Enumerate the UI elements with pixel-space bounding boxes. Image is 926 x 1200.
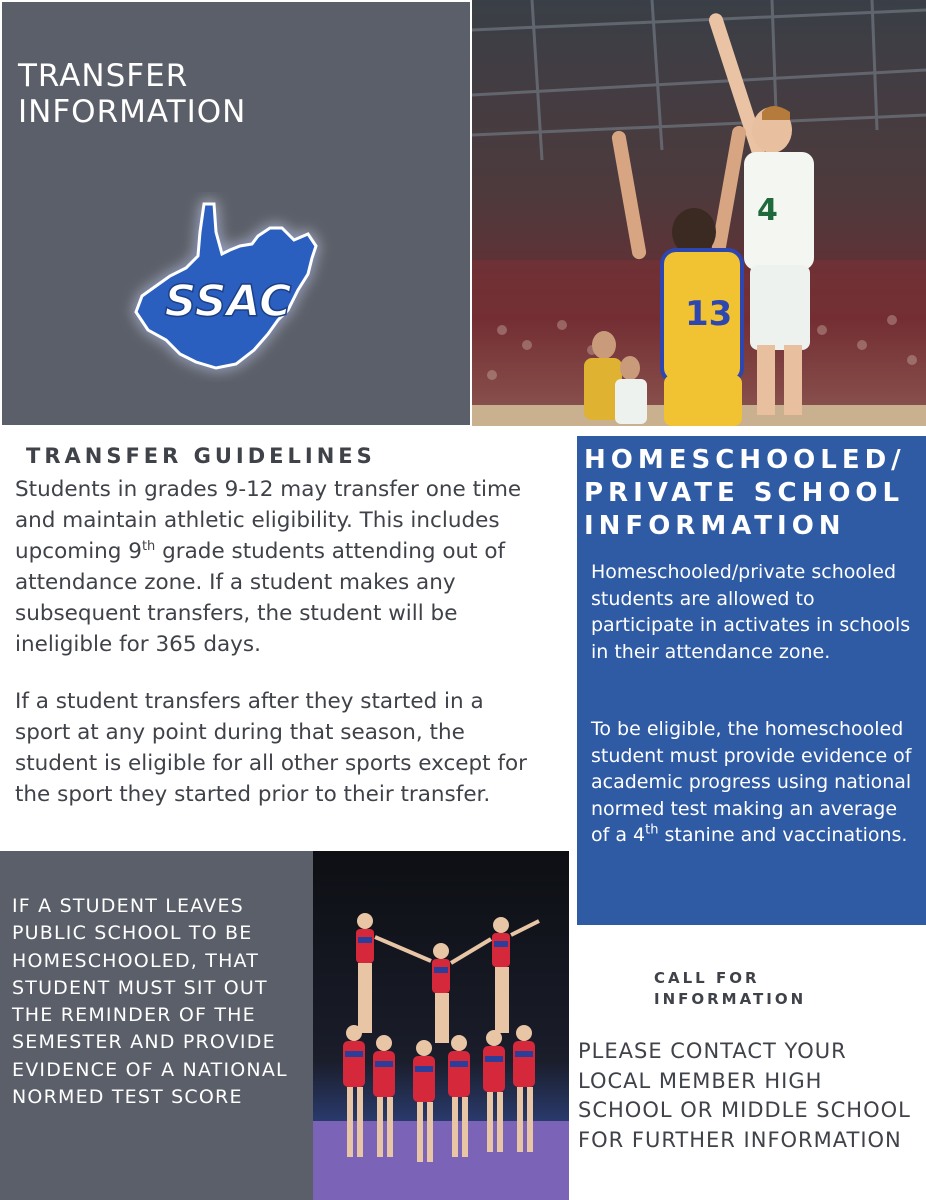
ssac-logo <box>112 192 342 382</box>
header-panel <box>2 2 470 425</box>
eligibility-text-2: stanine and vaccinations. <box>658 824 908 846</box>
transfer-rule-paragraph <box>15 474 545 660</box>
ordinal-suffix: th <box>141 538 156 554</box>
title-line-1: TRANSFER <box>18 58 189 94</box>
svg-text:4: 4 <box>757 193 778 228</box>
ordinal-suffix: th <box>645 822 659 838</box>
transfer-rule-text-1: Students in grades 9-12 may transfer one time and maintain athletic eligibility. This includes upcoming 9 <box>15 477 522 564</box>
homeschool-heading-line-1: HOMESCHOOLED/ <box>584 445 906 475</box>
homeschool-info-panel <box>577 436 926 925</box>
call-heading-line-2: INFORMATION <box>654 990 807 1008</box>
page-title <box>18 58 458 130</box>
homeschool-participation-paragraph: Homeschooled/private schooled students are allowed to participate in activates in schools in their attendance zone. <box>591 561 911 663</box>
homeschool-warning-panel <box>0 851 313 1200</box>
contact-instructions: PLEASE CONTACT YOUR LOCAL MEMBER HIGH SCHOOL OR MIDDLE SCHOOL FOR FURTHER INFORMATION <box>578 1039 911 1152</box>
west-virginia-map-icon <box>112 192 342 382</box>
cheerleading-photo <box>313 851 569 1200</box>
title-line-2: INFORMATION <box>18 94 247 130</box>
call-for-information-heading <box>654 968 806 1010</box>
homeschool-eligibility-paragraph <box>591 716 921 849</box>
homeschool-heading-line-2: PRIVATE SCHOOL <box>584 478 905 508</box>
call-heading-line-1: CALL FOR <box>654 969 760 987</box>
eligibility-text-1: To be eligible, the homeschooled student must provide evidence of academic progress using national normed test making an average of a 4 <box>591 718 912 846</box>
jersey-number: 13 <box>685 294 733 334</box>
homeschool-heading-line-3: INFORMATION <box>584 511 846 541</box>
mid-season-transfer-paragraph: If a student transfers after they started in a sport at any point during that season, the student is eligible for all other sports except for the sport they started prior to their transfer. <box>15 689 528 807</box>
basketball-photo <box>472 0 926 426</box>
homeschool-warning-text: IF A STUDENT LEAVES PUBLIC SCHOOL TO BE HOMESCHOOLED, THAT STUDENT MUST SIT OUT THE REMINDER OF THE SEMESTER AND PROVIDE EVIDENCE OF A NATIONAL NORMED TEST SCORE <box>12 895 288 1109</box>
transfer-rule-text-2: grade students attending out of attendance zone. If a student makes any subsequent transfers, the student will be ineligible for 365 days. <box>15 539 506 657</box>
logo-text: SSAC <box>164 276 292 327</box>
transfer-guidelines-heading: TRANSFER GUIDELINES <box>26 444 376 468</box>
homeschool-heading <box>584 444 924 543</box>
